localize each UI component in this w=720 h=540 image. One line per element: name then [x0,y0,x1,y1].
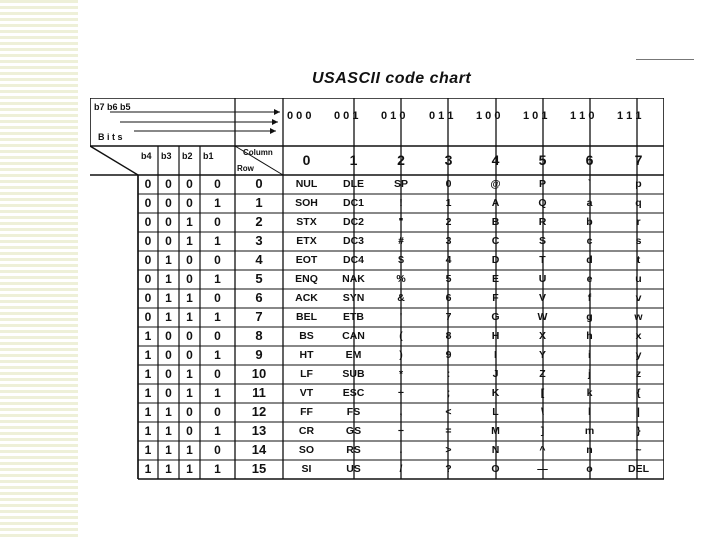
column-bits: 1 0 1 [523,110,548,122]
column-number: 0 [302,152,311,168]
bits-sub-label: B i t s [98,132,123,142]
code-cell: x [635,330,642,342]
row-bit: 0 [165,234,172,248]
code-cell: z [635,368,642,380]
code-cell: , [399,406,403,418]
row-bit: 0 [165,215,172,229]
row-bit: 1 [165,424,172,438]
column-bits: 0 0 0 [287,110,312,122]
row-bit: 0 [186,177,193,191]
code-cell: J [492,368,499,380]
code-cell: % [396,273,406,285]
code-cell: 3 [445,235,452,247]
row-bit: 0 [144,310,152,324]
code-cell: CAN [342,330,365,342]
code-cell: + [397,387,405,399]
row-bit: 0 [144,234,152,248]
column-bits: 1 1 0 [570,110,595,122]
row-bit: 1 [165,291,172,305]
row-bit: 1 [186,215,193,229]
row-number: 9 [255,347,263,362]
row-number: 2 [255,214,263,229]
row-bit: 1 [144,405,152,419]
code-cell: Z [539,368,546,380]
code-cell: . [399,444,403,456]
row-bit: 1 [214,348,221,362]
column-number: 2 [397,152,405,168]
row-number: 8 [255,328,263,343]
code-cell: } [636,425,641,437]
code-cell: ESC [342,387,365,399]
code-cell: DEL [628,463,649,475]
code-cell: DC3 [342,235,364,247]
code-cell: b [586,216,593,228]
row-bit: 1 [144,462,152,476]
row-bit: 1 [214,272,221,286]
code-cell: NUL [295,178,318,190]
code-cell: 4 [445,254,452,266]
column-number: 1 [349,152,358,168]
code-cell: STX [296,216,317,228]
code-cell: r [636,216,641,228]
code-cell: Q [538,197,547,209]
column-bits: 1 0 0 [476,110,501,122]
row-number: 13 [251,423,267,438]
row-bit: 0 [214,253,221,267]
code-cell: Y [538,349,546,361]
row-bit: 1 [144,386,152,400]
bit-col-header: b4 [141,151,152,161]
code-cell: D [491,254,500,266]
code-cell: ! [399,197,403,209]
row-label: Row [237,164,254,173]
code-cell: j [588,368,591,380]
code-cell: LF [300,368,313,380]
code-cell: = [445,425,452,437]
code-cell: # [398,235,404,247]
row-number: 14 [251,442,267,457]
code-cell: RS [346,444,361,456]
code-cell: ; [446,387,451,399]
row-number: 6 [255,290,263,305]
code-cell: < [445,406,452,418]
ascii-code-chart [90,98,664,492]
code-cell: / [399,463,403,475]
code-cell: 7 [445,311,452,323]
row-bit: 1 [165,272,172,286]
row-bit: 0 [214,367,221,381]
column-number: 7 [634,152,643,168]
row-bit: 0 [165,177,172,191]
code-cell: T [539,254,546,266]
bit-col-header: b3 [161,151,172,161]
code-cell: 8 [445,330,452,342]
row-bit: 1 [165,443,172,457]
row-bit: 0 [186,424,193,438]
code-cell: SO [298,444,315,456]
row-bit: 0 [186,196,193,210]
code-cell: ' [399,311,403,323]
code-cell: SOH [295,197,318,209]
b6-arrow-head [272,119,278,125]
row-bit: 0 [186,272,193,286]
row-bit: 1 [144,424,152,438]
code-cell: p [635,178,642,190]
column-number: 4 [491,152,500,168]
code-cell: ETX [296,235,317,247]
row-bit: 0 [214,405,221,419]
column-bits: 1 1 1 [617,110,642,122]
code-cell: l [588,406,591,418]
code-cell: s [635,235,642,247]
code-cell: B [491,216,500,228]
code-cell: ACK [295,292,318,304]
code-cell: ~ [635,444,642,456]
code-cell: DC4 [342,254,364,266]
row-number: 15 [251,461,267,476]
code-cell: h [586,330,593,342]
row-bit: 0 [214,291,221,305]
corner-rule [636,59,694,60]
code-cell: R [538,216,547,228]
row-bit: 0 [186,405,193,419]
code-cell: d [586,254,593,266]
row-bit: 1 [165,253,172,267]
row-bit: 0 [214,443,221,457]
column-number: 5 [538,152,547,168]
bits-label: b7 b6 b5 [94,102,131,112]
row-bit: 0 [165,367,172,381]
code-cell: c [586,235,593,247]
code-cell: ENQ [295,273,318,285]
row-bit: 0 [144,177,152,191]
row-number: 0 [255,176,263,191]
code-cell: 2 [445,216,452,228]
row-bit: 1 [144,443,152,457]
code-cell: K [491,387,500,399]
column-bits: 0 1 0 [381,110,406,122]
row-bit: 0 [214,329,221,343]
header-diagonal [90,146,138,175]
code-cell: { [636,387,641,399]
code-cell: i [588,349,591,361]
row-bit: 1 [214,310,221,324]
code-cell: − [397,425,405,437]
bit-col-header: b2 [182,151,193,161]
row-bit: 0 [186,253,193,267]
code-cell: 9 [445,349,452,361]
code-cell: ] [540,425,545,437]
code-cell: : [446,368,451,380]
row-bit: 0 [214,215,221,229]
code-cell: m [584,425,595,437]
code-cell: $ [398,254,404,266]
code-cell: n [586,444,593,456]
row-bit: 1 [165,462,172,476]
row-bit: 1 [214,462,221,476]
code-cell: 0 [445,178,452,190]
code-cell: * [398,368,404,380]
code-cell: O [491,463,500,475]
code-cell: DC2 [342,216,364,228]
code-cell: H [491,330,500,342]
column-number: 6 [585,152,594,168]
code-cell: t [636,254,641,266]
code-cell: u [635,273,642,285]
row-bit: 1 [144,367,152,381]
row-bit: 0 [165,348,172,362]
chart-title: USASCII code chart [312,70,472,87]
code-cell: A [491,197,500,209]
code-cell: f [587,292,592,304]
row-bit: 0 [214,177,221,191]
row-bit: 0 [144,215,152,229]
row-number: 11 [252,385,266,400]
code-cell: U [538,273,547,285]
row-bit: 1 [186,443,193,457]
code-cell: g [586,311,593,323]
code-cell: I [494,349,497,361]
code-cell: e [586,273,593,285]
row-number: 7 [255,309,263,324]
code-cell: C [491,235,500,247]
code-cell: HT [299,349,314,361]
column-bits: 0 0 1 [334,110,359,122]
code-cell: o [586,463,593,475]
code-cell: F [492,292,499,304]
row-bit: 1 [144,329,152,343]
decorative-stripe [0,0,78,540]
row-number: 10 [251,366,267,381]
code-cell: | [637,406,640,418]
bit-col-header: b1 [203,151,214,161]
code-cell: 5 [445,273,452,285]
code-cell: X [538,330,546,342]
column-bits: 0 1 1 [429,110,454,122]
code-cell: W [537,311,548,323]
row-bit: 1 [214,424,221,438]
row-bit: 1 [165,310,172,324]
code-cell: US [346,463,361,475]
row-number: 4 [255,252,263,267]
code-cell: " [398,216,404,228]
code-cell: q [635,197,642,209]
code-cell: DC1 [342,197,364,209]
code-cell: FF [300,406,313,418]
code-cell: P [538,178,546,190]
row-bit: 1 [186,462,193,476]
code-cell: w [634,311,643,323]
code-cell: [ [540,387,545,399]
code-cell: SYN [342,292,365,304]
code-cell: > [445,444,452,456]
code-cell: GS [345,425,362,437]
code-cell: SUB [342,368,365,380]
code-cell: & [397,292,405,304]
row-number: 3 [255,233,263,248]
code-cell: ETB [343,311,364,323]
code-cell: M [491,425,500,437]
code-cell: E [491,273,499,285]
code-cell: SI [301,463,312,475]
row-bit: 1 [214,386,221,400]
b5-arrow-head [270,128,276,134]
row-bit: 0 [186,329,193,343]
row-number: 1 [255,195,263,210]
row-bit: 0 [165,329,172,343]
row-bit: 0 [144,291,152,305]
code-cell: EOT [295,254,318,266]
code-cell: v [635,292,642,304]
code-cell: CR [298,425,315,437]
code-cell: ^ [539,444,546,456]
code-cell: \ [541,406,544,418]
code-cell: VT [299,387,314,399]
row-bit: 1 [214,196,221,210]
code-cell: ( [399,330,403,342]
row-bit: 0 [165,196,172,210]
row-bit: 0 [144,253,152,267]
code-cell: N [491,444,500,456]
code-cell: EM [345,349,362,361]
code-cell: ` [587,178,592,190]
code-cell: y [635,349,642,361]
row-bit: 1 [186,367,193,381]
row-bit: 0 [144,196,152,210]
row-bit: 1 [186,234,193,248]
code-cell: DLE [343,178,364,190]
code-cell: S [538,235,546,247]
column-label: Column [243,148,273,157]
column-number: 3 [444,152,453,168]
code-cell: L [492,406,499,418]
code-cell: SP [393,178,408,190]
code-cell: k [586,387,593,399]
row-bit: 1 [214,234,221,248]
row-number: 5 [255,271,263,286]
code-cell: ? [445,463,452,475]
code-cell: @ [490,178,501,190]
code-cell: 1 [445,197,452,209]
row-bit: 1 [186,386,193,400]
code-cell: ) [399,349,403,361]
code-cell: NAK [342,273,365,285]
code-cell: BEL [296,311,317,323]
code-cell: FS [346,406,361,418]
row-bit: 1 [165,405,172,419]
code-cell: G [491,311,500,323]
code-cell: 6 [445,292,452,304]
row-bit: 1 [144,348,152,362]
row-bit: 1 [186,291,193,305]
row-number: 12 [251,404,267,419]
code-cell: — [537,463,548,475]
row-bit: 1 [186,310,193,324]
code-cell: BS [299,330,314,342]
row-bit: 0 [165,386,172,400]
row-bit: 0 [186,348,193,362]
row-bit: 0 [144,272,152,286]
code-cell: V [538,292,546,304]
code-cell: a [586,197,593,209]
b7-arrow-head [274,109,280,115]
